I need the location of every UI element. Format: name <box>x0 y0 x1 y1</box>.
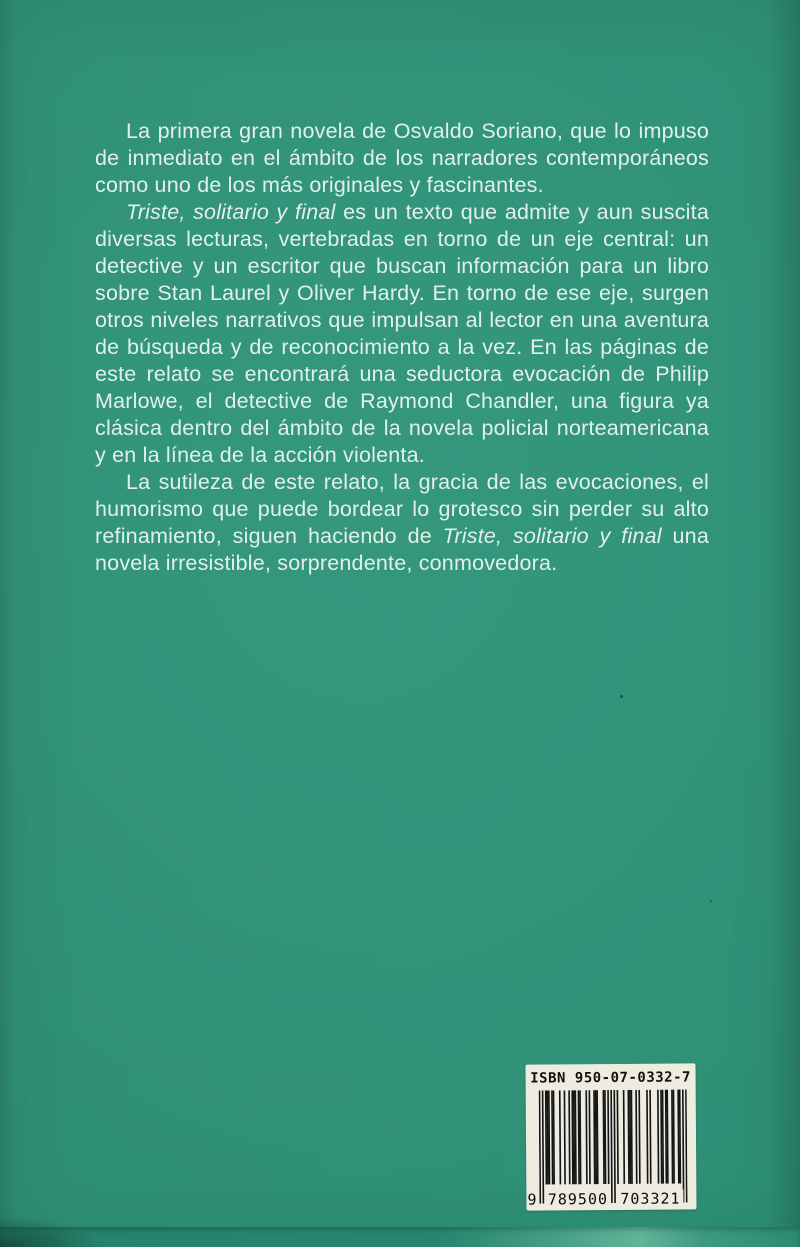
book-bottom-edge <box>0 1227 800 1247</box>
blurb-paragraph: La sutileza de este relato, la gracia de las evocaciones, el humorismo que puede bordear lo grotesco sin perder su alto refinamiento, siguen haciendo de Triste, solitario y final una novela irresistible, sorprendente, conmovedora. <box>95 470 709 575</box>
page-corner-shadow <box>0 1213 110 1247</box>
barcode-label <box>525 1063 696 1210</box>
blurb-paragraph: La primera gran novela de Osvaldo Soriano, que lo impuso de inmediato en el ámbito de los narradores contemporáneos como uno de los más originales y fascinantes. <box>95 119 709 197</box>
photo-speck <box>710 900 712 902</box>
ean-digit-group-1: 789500 <box>545 1190 610 1208</box>
ean13-digits <box>527 1189 687 1209</box>
blurb-paragraph: Triste, solitario y final es un texto que admite y aun suscita diversas lecturas, vertebradas en torno de un eje central: un detective y un escritor que buscan información para un libro sobre Stan Laurel y Oliver Hardy. En torno de ese eje, surgen otros niveles narrativos que impulsan al lector en una aventura de búsqueda y de reconocimiento a la vez. En las páginas de este relato se encontrará una seductora evocación de Philip Marlowe, el detective de Raymond Chandler, una figura ya clásica dentro del ámbito de la novela policial norteamericana y en la línea de la acción violenta. <box>95 200 709 467</box>
ean-digit-group-2: 703321 <box>618 1189 683 1207</box>
isbn-number: ISBN 950-07-0332-7 <box>530 1069 692 1087</box>
photo-speck <box>620 695 623 698</box>
ean13-barcode <box>527 1089 688 1209</box>
ean-digit-prefix: 9 <box>527 1190 537 1209</box>
blurb-text <box>95 118 709 577</box>
